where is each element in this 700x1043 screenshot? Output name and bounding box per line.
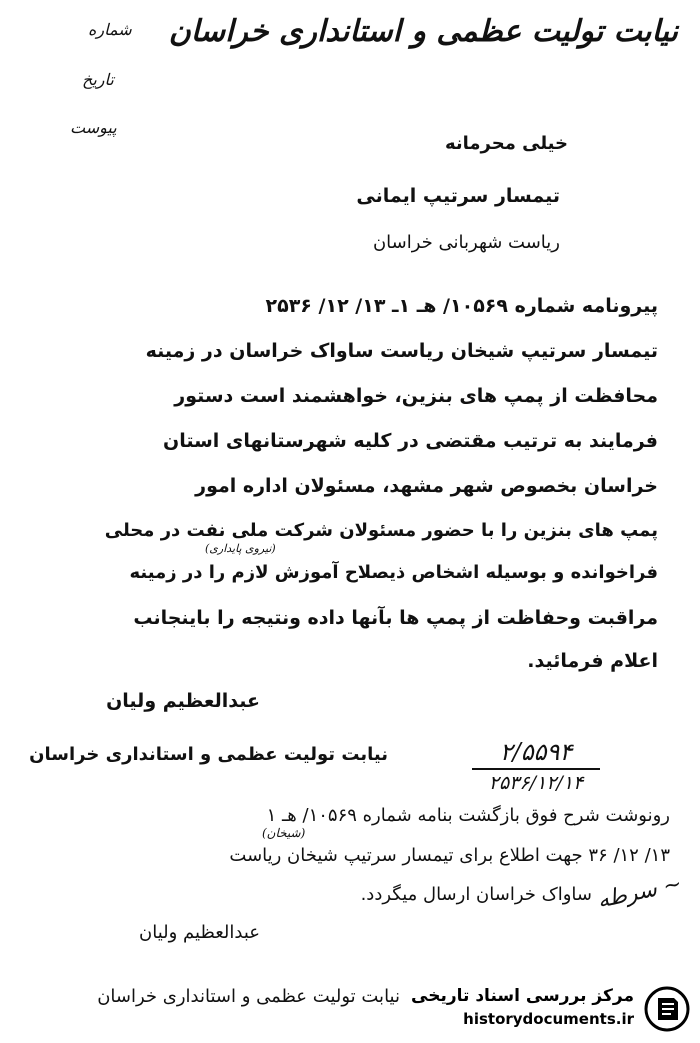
office-title: نیابت تولیت عظمی و استانداری خراسان xyxy=(29,744,388,765)
body-line: محافظت از پمپ های بنزین، خواهشمند است دستور xyxy=(174,385,658,407)
meta-label-attachment: پیوست xyxy=(70,118,117,137)
reference-number: ۲/۵۵۹۴ xyxy=(499,738,573,766)
letterhead: نیابت تولیت عظمی و استانداری خراسان xyxy=(168,14,678,49)
meta-label-date: تاریخ xyxy=(82,70,114,89)
document-archive-logo-icon xyxy=(644,986,690,1032)
reference-divider xyxy=(472,768,600,770)
body-annotation: (نیروی پایداری) xyxy=(205,542,276,555)
copy-note-line: ۱۳/ ۱۲/ ۳۶ جهت اطلاع برای تیمسار سرتیپ شیخان ریاست xyxy=(229,845,670,866)
body-line: پیرونامه شماره ۱۰۵۶۹/ هـ ۱ـ ۱۳/ ۱۲/ ۲۵۳۶ xyxy=(265,295,658,317)
addressee-name: تیمسار سرتیپ ایمانی xyxy=(356,185,560,207)
watermark-url: historydocuments.ir xyxy=(463,1010,634,1028)
reference-date: ۲۵۳۶/۱۲/۱۴ xyxy=(488,772,584,794)
handwritten-signature: ~ سرطه xyxy=(595,871,684,914)
addressee-office: ریاست شهربانی خراسان xyxy=(372,232,560,253)
copy-note-office-title: نیابت تولیت عظمی و استانداری خراسان xyxy=(97,986,400,1007)
meta-label-number: شماره xyxy=(88,20,132,39)
signer-name: عبدالعظیم ولیان xyxy=(106,690,260,712)
body-line: فرمایند به ترتیب مقتضی در کلیه شهرستانهای استان xyxy=(162,430,658,452)
body-line: تیمسار سرتیپ شیخان ریاست ساواک خراسان در زمینه xyxy=(145,340,658,362)
watermark xyxy=(411,982,694,1038)
body-line: پمپ های بنزین را با حضور مسئولان شرکت ملی نفت در محلی xyxy=(104,520,658,541)
classification: خیلی محرمانه xyxy=(444,133,568,154)
copy-note-annotation: (شیخان) xyxy=(262,826,306,840)
body-line: اعلام فرمائید. xyxy=(527,650,658,672)
body-line: مراقبت وحفاظت از پمپ ها بآنها داده ونتیجه را باینجانب xyxy=(133,607,658,629)
watermark-title: مرکز بررسی اسناد تاریخی xyxy=(411,986,634,1006)
body-line: فراخوانده و بوسیله اشخاص ذیصلاح آموزش لازم را در زمینه xyxy=(129,562,658,583)
copy-note-line: رونوشت شرح فوق بازگشت بنامه شماره ۱۰۵۶۹/ هـ ۱ xyxy=(266,805,670,826)
reference-block xyxy=(472,738,600,794)
copy-note-signer: عبدالعظیم ولیان xyxy=(139,922,260,943)
body-line: خراسان بخصوص شهر مشهد، مسئولان اداره امور xyxy=(195,475,658,497)
copy-note-line: ساواک خراسان ارسال میگردد. xyxy=(360,884,592,905)
